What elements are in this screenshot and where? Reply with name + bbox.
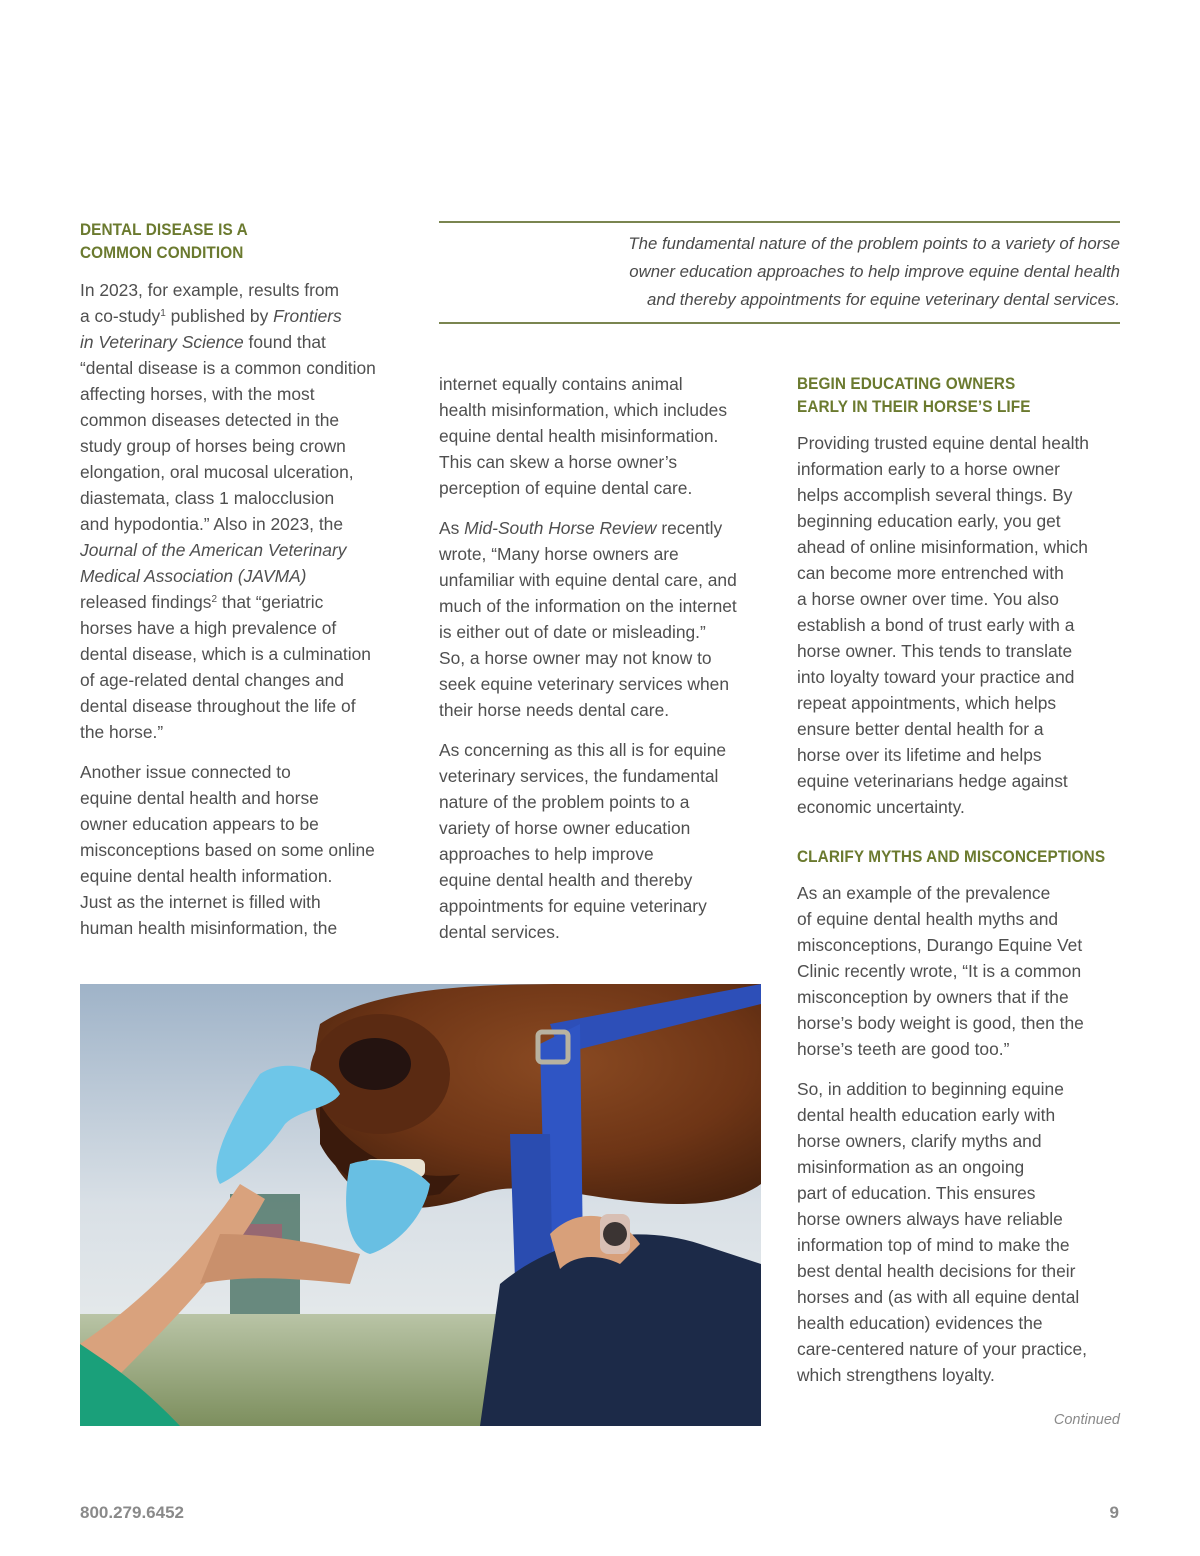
footer-phone: 800.279.6452 — [80, 1503, 184, 1522]
paragraph: Providing trusted equine dental health information early to a horse owner helps accomplish several things. By beginning education early, you get ahead of online misinformation, which can become more entrenched with a horse owner over time. You also establish a bond of trust early with a horse owner. This tends to translate into loyalty toward your practice and repeat appointments, which helps ensure better dental health for a horse over its lifetime and helps equine veterinarians hedge against economic uncertainty. — [797, 433, 1089, 817]
paragraph: As an example of the prevalence of equine dental health myths and misconceptions, Durango Equine Vet Clinic recently wrote, “It is a common misconception by owners that if the horse’s body weight is good, then the horse’s teeth are good too.” — [797, 883, 1084, 1059]
paragraph: internet equally contains animal health misinformation, which includes equine dental health misinformation. This can skew a horse owner’s perception of equine dental care. — [439, 374, 728, 498]
pullquote-bottom-rule — [439, 322, 1120, 324]
column-2-text — [439, 371, 769, 959]
pullquote: The fundamental nature of the problem points to a variety of horse owner education approaches to help improve equine dental health and thereby appointments for equine veterinary dental services. — [628, 234, 1120, 309]
horse-dental-exam-photo — [80, 984, 761, 1426]
column-3-text-top — [797, 430, 1127, 834]
section-heading-dental-disease: DENTAL DISEASE IS A COMMON CONDITION — [80, 221, 248, 262]
column-3-text-bottom — [797, 880, 1127, 1402]
paragraph: Another issue connected to equine dental health and horse owner education appears to be misconceptions based on some online equine dental health information. Just as the internet is filled with human health misinformation, the — [80, 762, 375, 938]
pullquote-top-rule — [439, 221, 1120, 223]
paragraph: So, in addition to beginning equine dental health education early with horse owners, clarify myths and misinformation as an ongoing part of education. This ensures horse owners always have reliable information top of mind to make the best dental health decisions for their horses and (as with all equine dental health education) evidences the care-centered nature of your practice, which strengthens loyalty. — [797, 1079, 1087, 1385]
page-number: 9 — [1109, 1503, 1119, 1522]
paragraph: As Mid-South Horse Review recently wrote, “Many horse owners are unfamiliar with equine dental care, and much of the information on the internet is either out of date or misleading.” So, a horse owner may not know to seek equine veterinary services when their horse needs dental care. — [439, 518, 737, 720]
section-heading-clarify-myths: CLARIFY MYTHS AND MISCONCEPTIONS — [797, 848, 1106, 866]
section-heading-begin-educating: BEGIN EDUCATING OWNERS EARLY IN THEIR HORSE’S LIFE — [797, 375, 1031, 416]
continued-label: Continued — [1053, 1412, 1120, 1428]
column-1-text — [80, 277, 410, 955]
paragraph: In 2023, for example, results from a co-study$^1$ published by Frontiers in Veterinary Science found that “dental disease is a common condition affecting horses, with the most common diseases detected in the study group of horses being crown elongation, oral mucosal ulceration, diastemata, class 1 malocclusion and hypodontia.” Also in 2023, the Journal of the American Veterinary Medical Association (JAVMA) released findings$^2$ that “geriatric horses have a high prevalence of dental disease, which is a culmination of age-related dental changes and dental disease throughout the life of the horse.” — [80, 280, 376, 742]
paragraph: As concerning as this all is for equine veterinary services, the fundamental nature of the problem points to a variety of horse owner education approaches to help improve equine dental health and thereby appointments for equine veterinary dental services. — [439, 740, 727, 942]
